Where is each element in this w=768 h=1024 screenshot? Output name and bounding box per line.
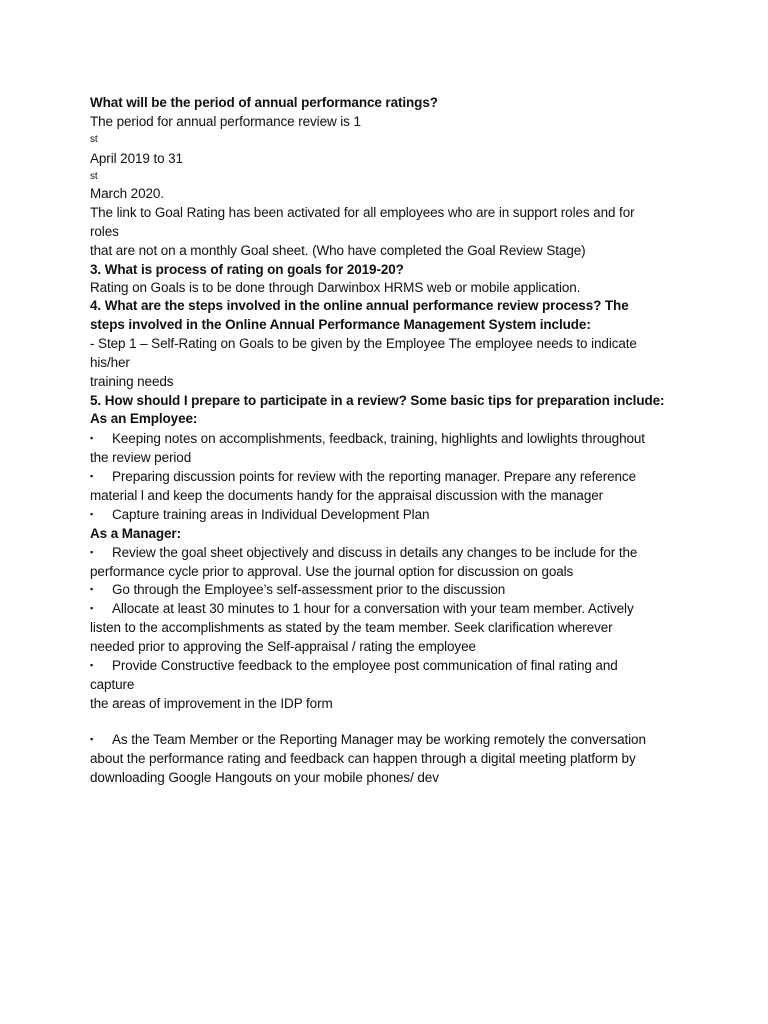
text-line: The period for annual performance review is 1: [90, 114, 361, 129]
text-line: training needs: [90, 374, 174, 389]
text-line: about the performance rating and feedback can happen through a digital meeting platform by: [90, 751, 636, 766]
section-heading: As an Employee:: [90, 411, 198, 426]
text-line: March 2020.: [90, 186, 164, 201]
question-heading: 3. What is process of rating on goals for 2019-20?: [90, 262, 404, 277]
bullet-text: Capture training areas in Individual Development Plan: [112, 507, 430, 522]
text-line: that are not on a monthly Goal sheet. (Who have completed the Goal Review Stage): [90, 243, 586, 258]
bullet-text: Allocate at least 30 minutes to 1 hour for a conversation with your team member. Actively: [112, 601, 634, 616]
bullet-text: As the Team Member or the Reporting Manager may be working remotely the conversation: [112, 732, 646, 747]
text-line: material l and keep the documents handy for the appraisal discussion with the manager: [90, 488, 604, 503]
text-line: capture: [90, 677, 135, 692]
superscript-line: st: [90, 171, 98, 182]
bullet-icon: ▪: [90, 547, 94, 557]
text-line: his/her: [90, 355, 130, 370]
bullet-text: Preparing discussion points for review with the reporting manager. Prepare any reference: [112, 469, 636, 484]
text-line: roles: [90, 224, 119, 239]
text-line: performance cycle prior to approval. Use the journal option for discussion on goals: [90, 564, 574, 579]
bullet-text: Review the goal sheet objectively and discuss in details any changes to be include for the: [112, 545, 638, 560]
bullet-icon: ▪: [90, 734, 94, 744]
question-heading: steps involved in the Online Annual Performance Management System include:: [90, 317, 591, 332]
section-heading: As a Manager:: [90, 526, 181, 541]
bullet-icon: ▪: [90, 603, 94, 613]
text-line: - Step 1 – Self-Rating on Goals to be given by the Employee The employee needs to indicate: [90, 336, 637, 351]
text-line: Rating on Goals is to be done through Darwinbox HRMS web or mobile application.: [90, 280, 581, 295]
question-heading: What will be the period of annual performance ratings?: [90, 95, 438, 110]
bullet-icon: ▪: [90, 584, 94, 594]
question-heading: 4. What are the steps involved in the online annual performance review process? The: [90, 298, 629, 313]
bullet-icon: ▪: [90, 471, 94, 481]
question-heading: 5. How should I prepare to participate in a review? Some basic tips for preparation include:: [90, 393, 665, 408]
bullet-text: Provide Constructive feedback to the employee post communication of final rating and: [112, 658, 618, 673]
text-line: the review period: [90, 450, 192, 465]
text-line: needed prior to approving the Self-appraisal / rating the employee: [90, 639, 476, 654]
bullet-icon: ▪: [90, 433, 94, 443]
text-line: listen to the accomplishments as stated by the team member. Seek clarification wherever: [90, 620, 613, 635]
text-line: April 2019 to 31: [90, 151, 183, 166]
bullet-icon: ▪: [90, 509, 94, 519]
text-line: The link to Goal Rating has been activated for all employees who are in support roles and for: [90, 205, 635, 220]
bullet-text: Keeping notes on accomplishments, feedback, training, highlights and lowlights throughout: [112, 431, 645, 446]
text-line: the areas of improvement in the IDP form: [90, 696, 333, 711]
text-line: downloading Google Hangouts on your mobile phones/ dev: [90, 770, 439, 785]
bullet-icon: ▪: [90, 660, 94, 670]
superscript-line: st: [90, 134, 98, 145]
bullet-text: Go through the Employee’s self-assessment prior to the discussion: [112, 582, 506, 597]
